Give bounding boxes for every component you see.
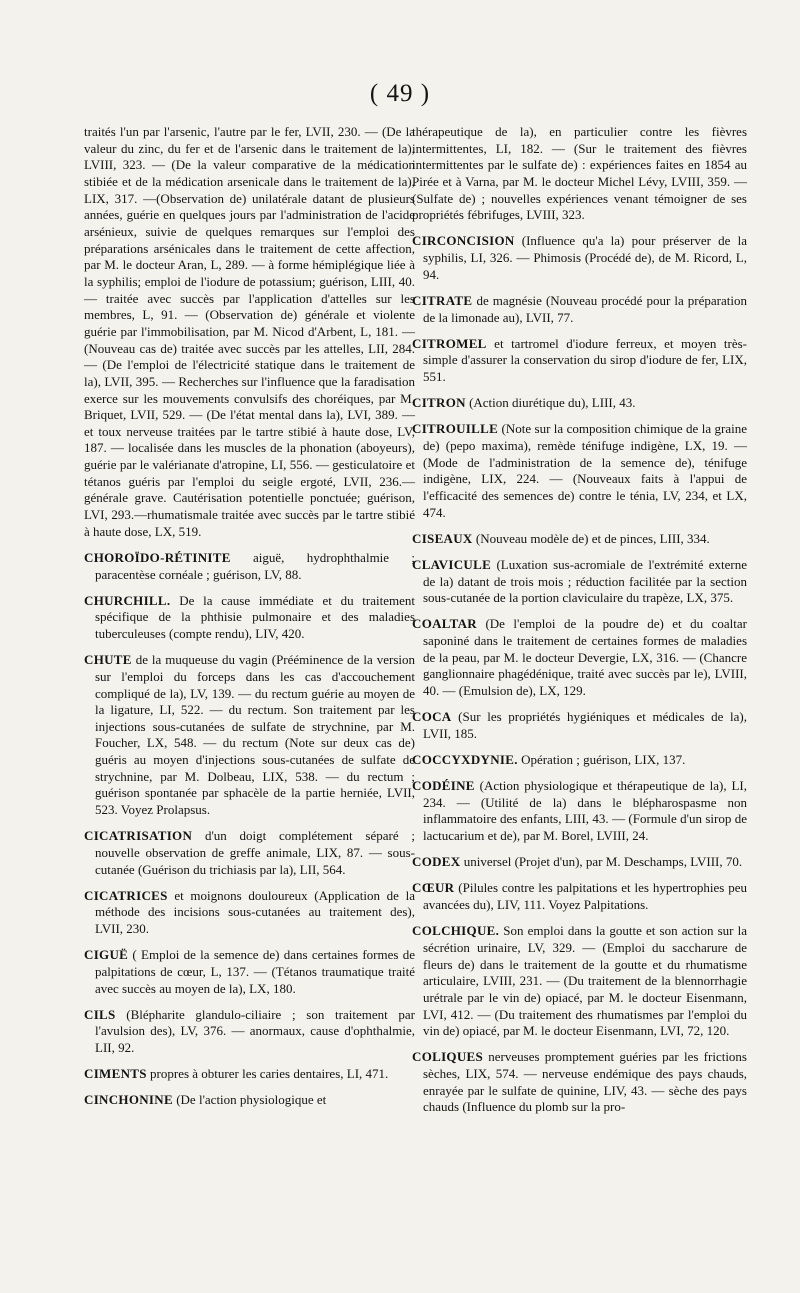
right-column: [412, 124, 747, 1125]
entry-text: de magnésie (Nouveau procédé pour la préparation de la limonade au), LVII, 77.: [423, 292, 748, 325]
entry-headword: CINCHONINE: [84, 1092, 173, 1108]
entry-headword: CHOROÏDO-RÉTINITE: [84, 549, 231, 565]
entry-text: (Note sur la composition chimique de la graine de) (pepo maxima), remède ténifuge indigène, LX, 19. — (Mode de l'administration de la semence de), ténifuge indigène, LIX, 224. — (Nouveaux faits à l'appui de l'efficacité des semences de) contre le ténia, LV, 234, et LX, 474.: [423, 421, 748, 520]
entry-text: (Sur les propriétés hygiéniques et médicales de la), LVII, 185.: [423, 709, 747, 741]
entry-text: Opération ; guérison, LIX, 137.: [521, 752, 686, 767]
entry-text: aiguë, hydrophthalmie ; paracentèse cornéale ; guérison, LV, 88.: [95, 549, 415, 582]
entry-text: (Action physiologique et thérapeutique de la), LI, 234. — (Utilité de la) dans le blépharospasme non inflammatoire des enfants, LIII, 43. — (Formule d'un sirop de lactucarium et de), par M. Borel, LVIII, 24.: [423, 778, 747, 844]
entry-headword: COLCHIQUE.: [412, 923, 500, 939]
entry-headword: COCCYXDYNIE.: [412, 752, 518, 767]
entry-text: universel (Projet d'un), par M. Deschamps, LVIII, 70.: [463, 854, 743, 870]
entry-headword: CITROUILLE: [412, 421, 499, 437]
index-entry: [84, 550, 415, 583]
index-entry: [412, 616, 747, 699]
index-entry: [412, 854, 747, 871]
entry-text: Son emploi dans la goutte et son action sur la sécrétion urinaire, LV, 329. — (Emploi du saccharure de fleurs de) dans le traitement de la goutte et du rhumatisme articulaire, LVIII, 231. — (Du traitement de la blennorrhagie urétrale par le vin de) opiacé, par M. le docteur Eisenmann, LVI, 412. — (Du traitement des rhumatismes par l'emploi du vin de) opiacé, par M. le docteur Eisenmann, LVI, 72, 120.: [423, 923, 748, 1039]
entry-headword: CIRCONCISION: [412, 233, 515, 249]
entry-headword: COCA: [412, 709, 452, 725]
index-entry: [84, 652, 415, 819]
entry-headword: CLAVICULE: [412, 556, 492, 572]
entry-headword: CODÉINE: [412, 778, 475, 794]
entry-text: (Pilules contre les palpitations et les hypertrophies peu avancées du), LIV, 111. Voyez Palpitations.: [423, 880, 747, 913]
left-column: [84, 124, 415, 1118]
entry-text: (Influence qu'a la) pour préserver de la syphilis, LI, 326. — Phimosis (Procédé de), de M. Ricord, L, 94.: [423, 233, 748, 282]
entry-text: (Luxation sus-acromiale de l'extrémité externe de la) datant de trois mois ; réduction facilitée par la section sous-cutanée de la portion claviculaire du trapèze, LX, 375.: [423, 556, 747, 606]
entry-headword: CICATRISATION: [84, 828, 193, 844]
entry-text: (Action diurétique du), LIII, 43.: [469, 395, 636, 411]
entry-text: nerveuses promptement guéries par les frictions sèches, LIX, 574. — nerveuse endémique des pays chauds, enrayée par le sulfate de quinine, LIV, 43. — sèche des pays chauds (Influence du plomb sur la pro-: [423, 1049, 747, 1115]
entry-text: De la cause immédiate et du traitement spécifique de la phthisie pulmonaire et des maladies tuberculeuses (compte rendu), LIV, 420.: [95, 592, 416, 642]
index-entry: [84, 1092, 415, 1109]
entry-text: (De l'emploi de la poudre de) et du coaltar saponiné dans le traitement de certaines formes de maladies de la peau, par M. le docteur Devergie, LX, 316. — (Chancre ganglionnaire phagédénique, traité avec succès par le), LVIII, 40. — (Emulsion de), LX, 129.: [423, 616, 747, 699]
index-entry: [412, 778, 747, 845]
entry-headword: COALTAR: [412, 616, 477, 632]
index-entry: [412, 752, 747, 769]
index-entry: [412, 293, 747, 326]
index-entry: [412, 395, 747, 412]
entry-text: (Nouveau modèle de) et de pinces, LIII, 334.: [475, 530, 710, 546]
index-entry-continuation: [412, 124, 747, 224]
entry-text: thérapeutique de la), en particulier contre les fièvres intermittentes, LI, 182. — (Sur le traitement des fièvres intermittentes par le sulfate de) : expériences faites en 1854 au Pirée et à Varna, par M. le docteur Michel Lévy, LVIII, 359. — (Sulfate de) ; nouvelles expériences venant témoigner de ses propriétés fébrifuges, LVIII, 323.: [412, 124, 747, 223]
index-entry: [412, 557, 747, 607]
index-entry: [412, 233, 747, 283]
index-entry: [412, 421, 747, 521]
index-entry: [84, 947, 415, 997]
entry-headword: CILS: [84, 1006, 116, 1022]
index-entry: [412, 923, 747, 1040]
index-entry: [84, 828, 415, 878]
index-entry-continuation: [84, 124, 415, 540]
index-entry: [412, 336, 747, 386]
entry-text: d'un doigt complétement séparé ; nouvelle observation de greffe animale, LIX, 87. — sous-cutanée (Guérison du trichiasis par la), LII, 564.: [95, 828, 416, 877]
index-entry: [412, 1049, 747, 1116]
page-number: ( 49 ): [369, 80, 431, 107]
entry-headword: CŒUR: [412, 880, 455, 896]
index-entry: [84, 593, 415, 643]
index-entry: [412, 880, 747, 913]
entry-text: de la muqueuse du vagin (Prééminence de la version sur l'emploi du forceps dans les cas d'accouchement compliqué de la), LV, 139. — du rectum guérie au moyen de la ligature, LI, 522. — du rectum. Son traitement par les injections sous-cutanées de sulfate de strychnine, par M. Foucher, LX, 548. — du rectum (Note sur deux cas de) guéris au moyen d'injections sous-cutanées de sulfate de strychnine, par M. Dolbeau, LIX, 538. — du rectum ; guérison spontanée par sphacèle de la partie herniée, LVII, 523. Voyez Prolapsus.: [95, 652, 415, 818]
entry-text: (De l'action physiologique et: [176, 1092, 327, 1108]
entry-headword: CIMENTS: [84, 1066, 147, 1082]
index-entry: [412, 531, 747, 548]
index-entry: [84, 888, 415, 938]
entry-headword: CITROMEL: [412, 335, 487, 351]
entry-headword: CITRATE: [412, 292, 473, 308]
index-entry: [412, 709, 747, 742]
entry-text: traités l'un par l'arsenic, l'autre par le fer, LVII, 230. — (De la valeur du zinc, du fer et de l'arsenic dans le traitement de la), LVIII, 323. — (De la valeur comparative de la médication stibiée et de la médication arsenicale dans le traitement de la), LIX, 317. —(Observation de) unilatérale datant de plusieurs années, guérie en quelques jours par l'administration de l'acide arsénieux, suivie de quelques remarques sur l'emploi des préparations arsénicales dans le traitement de cette affection, par M. le docteur Aran, L, 289. — à forme hémiplégique liée à la syphilis; emploi de l'iodure de potassium; guérison, LIII, 40. — traitée avec succès par l'application d'attelles sur les membres, L, 91. — (Observation de) générale et violente guérie par l'immobilisation, par M. Nicod d'Arbent, L, 181. — (Nouveau cas de) traitée avec succès par les attelles, LII, 284. — (De l'emploi de l'électricité statique dans le traitement de la), LVII, 395. — Recherches sur l'influence que la faradisation exerce sur les mouvements convulsifs des choréiques, par M. Briquet, LVII, 529. — (De l'état mental dans la), LVI, 389. — et toux nerveuse traitées par le tartre stibié à haute dose, LV, 187. — localisée dans les muscles de la phonation (aboyeurs), guérie par le valérianate d'atropine, LI, 556. — gesticulatoire et tétanos guéris par l'emploi du seigle ergoté, LVII, 236.— générale grave. Cautérisation potentielle ponctuée; guérison, LVI, 293.—rhumatismale traitée avec succès par le tartre stibié à haute dose, LX, 519.: [84, 124, 415, 539]
entry-headword: CODEX: [412, 854, 461, 870]
entry-headword: CICATRICES: [84, 887, 168, 903]
index-entry: [84, 1066, 415, 1083]
entry-text: et tartromel d'iodure ferreux, et moyen très-simple d'assurer la conservation du sirop d'iodure de fer, LIX, 551.: [423, 335, 747, 385]
index-entry: [84, 1007, 415, 1057]
entry-text: et moignons douloureux (Application de la méthode des incisions sous-cutanées au traitement des), LVII, 230.: [95, 887, 416, 937]
entry-headword: CIGUË: [84, 947, 129, 963]
entry-headword: CHUTE: [84, 652, 132, 668]
entry-text: propres à obturer les caries dentaires, LI, 471.: [150, 1066, 389, 1082]
entry-headword: CHURCHILL.: [84, 592, 171, 608]
entry-headword: CITRON: [412, 395, 466, 411]
entry-text: (Blépharite glandulo-ciliaire ; son traitement par l'avulsion des), LV, 376. — anormaux, cause d'ophthalmie, LII, 92.: [95, 1006, 416, 1055]
entry-headword: COLIQUES: [412, 1049, 484, 1065]
entry-headword: CISEAUX: [412, 530, 473, 546]
entry-text: ( Emploi de la semence de) dans certaines formes de palpitations de cœur, L, 137. — (Tétanos traumatique traité avec succès au moyen de la), LX, 180.: [95, 947, 416, 996]
